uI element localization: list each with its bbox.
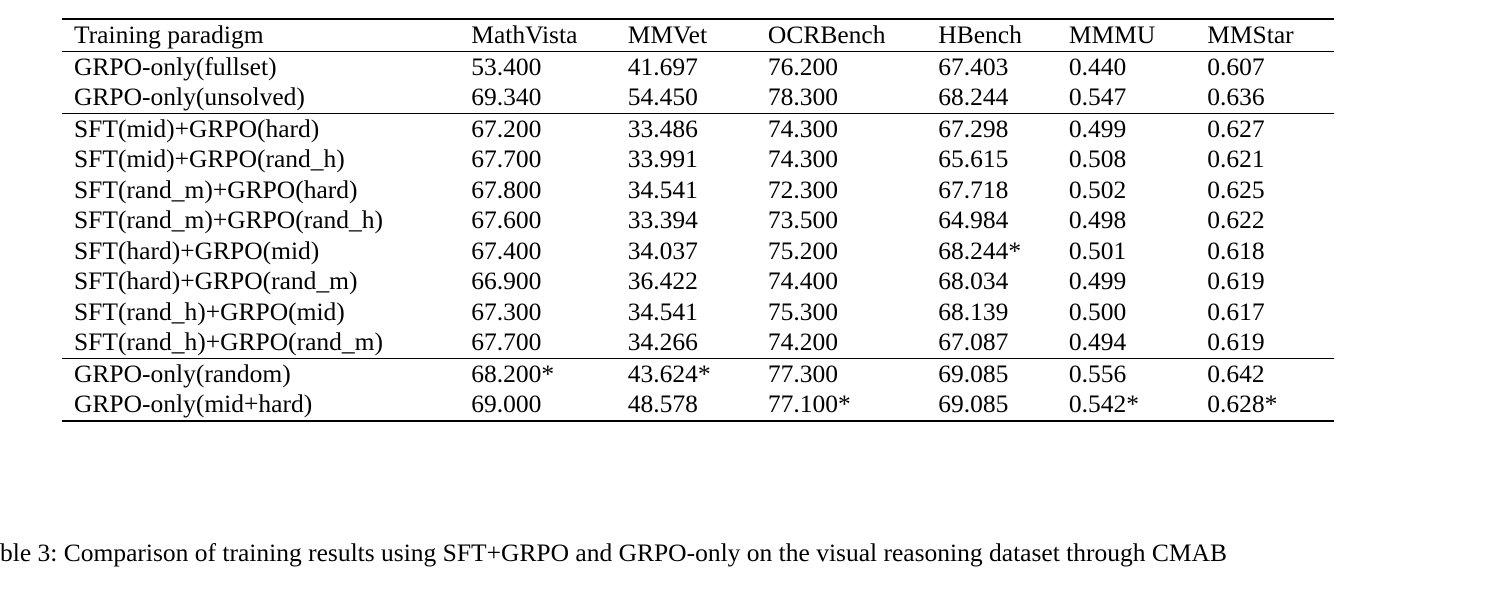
cell-mathvista: 67.700 bbox=[471, 144, 542, 173]
cell-mathvista: 53.400 bbox=[471, 51, 542, 81]
cell-mmmu: 0.542* bbox=[1069, 389, 1207, 421]
cell-mmvet: 36.422 bbox=[627, 266, 698, 295]
cell-mmmu: 0.508 bbox=[1068, 144, 1127, 173]
cell-hbench: 65.615 bbox=[938, 144, 1009, 173]
cell-ocrbench: 74.300 bbox=[767, 144, 839, 173]
cell-mmstar: 0.618 bbox=[1207, 235, 1265, 265]
cell-hbench: 67.403 bbox=[938, 51, 1009, 81]
cell-mathvista: 67.200 bbox=[471, 113, 627, 144]
cell-paradigm: SFT(rand_h)+GRPO(rand_m) bbox=[74, 327, 384, 356]
cell-mmvet: 33.486 bbox=[628, 113, 768, 144]
cell-hbench: 68.244* bbox=[938, 235, 1022, 265]
table-row bbox=[62, 51, 1334, 82]
table-header bbox=[62, 19, 1334, 51]
column-header-ocrbench: OCRBench bbox=[768, 19, 938, 51]
cell-mmvet: 33.394 bbox=[627, 205, 698, 234]
cell-mmstar: 0.636 bbox=[1207, 82, 1265, 111]
cell-mmstar: 0.619 bbox=[1207, 266, 1265, 295]
column-header-mmmu: MMMU bbox=[1069, 19, 1207, 51]
table-row bbox=[62, 175, 1334, 206]
table-row bbox=[62, 113, 1334, 144]
cell-mmstar: 0.621 bbox=[1207, 144, 1265, 173]
cell-mmvet: 43.624* bbox=[628, 358, 768, 389]
cell-mmvet: 34.541 bbox=[627, 174, 698, 204]
cell-mmvet: 54.450 bbox=[627, 82, 698, 111]
cell-mmvet: 41.697 bbox=[627, 51, 698, 81]
table-row bbox=[62, 389, 1334, 421]
table-group-grpo-only-baselines bbox=[62, 51, 1334, 113]
cell-hbench: 67.718 bbox=[938, 174, 1009, 204]
column-header-hbench: HBench bbox=[938, 19, 1069, 51]
column-header-mmvet: MMVet bbox=[628, 19, 768, 51]
cell-mmmu: 0.502 bbox=[1068, 174, 1127, 204]
cell-mmstar: 0.607 bbox=[1207, 51, 1265, 81]
cell-paradigm: GRPO-only(unsolved) bbox=[74, 82, 305, 111]
cell-mmmu: 0.547 bbox=[1068, 82, 1127, 111]
cell-mmmu: 0.494 bbox=[1068, 327, 1127, 356]
cell-ocrbench: 75.300 bbox=[767, 296, 839, 326]
cell-paradigm: SFT(hard)+GRPO(mid) bbox=[74, 235, 320, 265]
cell-mathvista: 68.200* bbox=[471, 358, 627, 389]
cell-mmmu: 0.556 bbox=[1069, 358, 1207, 389]
table-group-sft-grpo bbox=[62, 113, 1334, 358]
caption-text: ble 3: Comparison of training results using SFT+GRPO and GRPO-only on the visual reasoning dataset through CMAB bbox=[0, 538, 1227, 567]
cell-mathvista: 69.000 bbox=[471, 389, 627, 421]
cell-ocrbench: 77.300 bbox=[768, 358, 938, 389]
table-row bbox=[62, 82, 1334, 113]
table-group-grpo-only-best bbox=[62, 358, 1334, 421]
cell-ocrbench: 76.200 bbox=[767, 51, 839, 81]
cell-paradigm: SFT(hard)+GRPO(rand_m) bbox=[74, 266, 358, 295]
cell-mmvet: 34.541 bbox=[627, 296, 698, 326]
cell-mathvista: 67.600 bbox=[471, 205, 542, 234]
cell-ocrbench: 72.300 bbox=[767, 174, 839, 204]
cell-hbench: 67.298 bbox=[938, 113, 1069, 144]
cell-mathvista: 67.700 bbox=[471, 327, 542, 356]
table-row bbox=[62, 266, 1334, 297]
cell-mmstar: 0.617 bbox=[1207, 296, 1265, 326]
cell-hbench: 68.244 bbox=[938, 82, 1009, 111]
table-row bbox=[62, 205, 1334, 236]
cell-ocrbench: 74.400 bbox=[767, 266, 839, 295]
table-caption bbox=[0, 538, 1488, 567]
cell-mmvet: 48.578 bbox=[628, 389, 768, 421]
cell-paradigm: SFT(rand_m)+GRPO(rand_h) bbox=[74, 205, 384, 234]
cell-hbench: 69.085 bbox=[938, 389, 1069, 421]
cell-mathvista: 69.340 bbox=[471, 82, 542, 111]
table-row bbox=[62, 144, 1334, 175]
cell-mmmu: 0.501 bbox=[1068, 235, 1127, 265]
cell-mathvista: 66.900 bbox=[471, 266, 542, 295]
cell-hbench: 67.087 bbox=[938, 327, 1009, 356]
table-row bbox=[62, 327, 1334, 358]
cell-mmvet: 34.037 bbox=[627, 235, 698, 265]
cell-hbench: 64.984 bbox=[938, 205, 1009, 234]
cell-mmstar: 0.625 bbox=[1207, 174, 1265, 204]
cell-ocrbench: 78.300 bbox=[767, 82, 839, 111]
cell-hbench: 68.139 bbox=[938, 296, 1009, 326]
cell-paradigm: SFT(rand_m)+GRPO(hard) bbox=[74, 174, 358, 204]
table-row bbox=[62, 236, 1334, 267]
cell-hbench: 69.085 bbox=[938, 358, 1069, 389]
cell-mmvet: 34.266 bbox=[627, 327, 698, 356]
cell-mathvista: 67.400 bbox=[471, 235, 542, 265]
cell-mmstar: 0.628* bbox=[1207, 389, 1334, 421]
cell-ocrbench: 74.200 bbox=[767, 327, 839, 356]
cell-mmstar: 0.642 bbox=[1207, 358, 1334, 389]
cell-mmstar: 0.627 bbox=[1207, 113, 1334, 144]
cell-mathvista: 67.800 bbox=[471, 174, 542, 204]
cell-ocrbench: 75.200 bbox=[767, 235, 839, 265]
cell-paradigm: GRPO-only(random) bbox=[62, 358, 471, 389]
cell-ocrbench: 73.500 bbox=[767, 205, 839, 234]
cell-paradigm: SFT(mid)+GRPO(hard) bbox=[62, 113, 471, 144]
cell-mmstar: 0.619 bbox=[1207, 327, 1265, 356]
cell-ocrbench: 74.300 bbox=[768, 113, 938, 144]
table-row bbox=[62, 358, 1334, 389]
cell-paradigm: GRPO-only(fullset) bbox=[74, 51, 277, 81]
column-header-mathvista: MathVista bbox=[471, 19, 627, 51]
column-header-training-paradigm: Training paradigm bbox=[62, 19, 471, 51]
cell-mathvista: 67.300 bbox=[471, 296, 542, 326]
cell-hbench: 68.034 bbox=[938, 266, 1009, 295]
cell-mmstar: 0.622 bbox=[1207, 205, 1265, 234]
cell-ocrbench: 77.100* bbox=[768, 389, 938, 421]
cell-mmmu: 0.498 bbox=[1068, 205, 1127, 234]
column-header-mmstar: MMStar bbox=[1207, 19, 1334, 51]
cell-mmmu: 0.500 bbox=[1068, 296, 1127, 326]
cell-paradigm: GRPO-only(mid+hard) bbox=[62, 389, 471, 421]
table-row bbox=[62, 297, 1334, 328]
cell-mmmu: 0.440 bbox=[1068, 51, 1127, 81]
cell-mmmu: 0.499 bbox=[1068, 266, 1127, 295]
cell-paradigm: SFT(mid)+GRPO(rand_h) bbox=[74, 144, 345, 173]
cell-mmmu: 0.499 bbox=[1069, 113, 1207, 144]
cell-paradigm: SFT(rand_h)+GRPO(mid) bbox=[74, 296, 345, 326]
results-table bbox=[62, 18, 1334, 422]
results-table-container bbox=[62, 18, 1334, 422]
table-header-row bbox=[62, 19, 1334, 51]
cell-mmvet: 33.991 bbox=[627, 144, 698, 173]
